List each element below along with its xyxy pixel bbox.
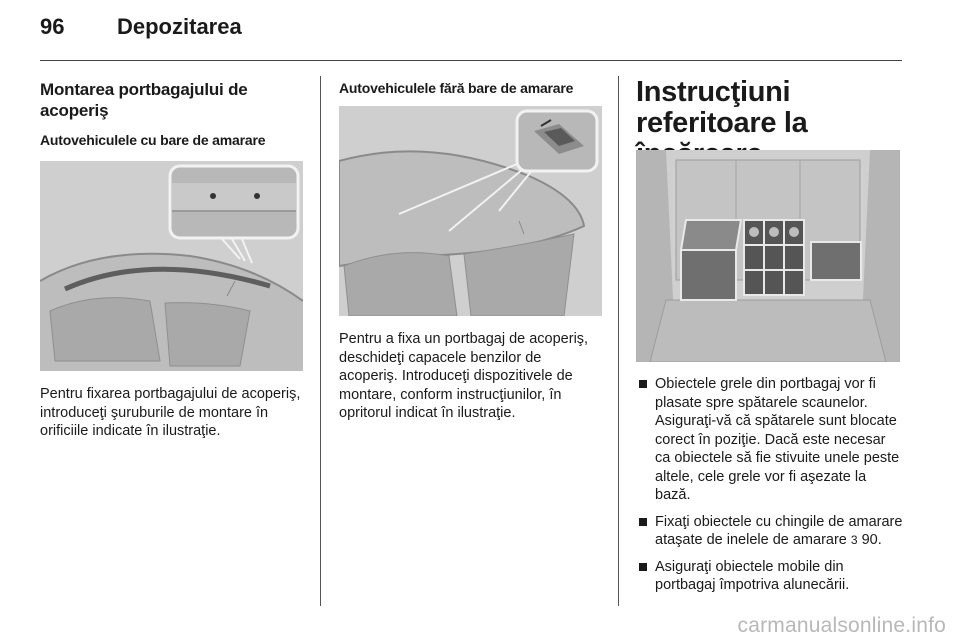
column-divider: [320, 76, 321, 606]
list-item: Fixaţi obiectele cu chingile de amarare ataşate de inelele de amarare 3 90.: [636, 513, 904, 550]
subsection-heading: Autovehiculele cu bare de amarare: [40, 132, 266, 148]
watermark: carmanualsonline.info: [737, 614, 946, 637]
page-title: Depozitarea: [117, 14, 242, 39]
roof-car-illustration: [339, 106, 602, 316]
cross-reference-link[interactable]: 90.: [861, 532, 882, 548]
cross-reference-icon: 3: [850, 533, 858, 547]
section-heading: Instrucţiuni referitoare la: [636, 76, 808, 139]
column-divider: [618, 76, 619, 606]
page-number: 96: [40, 14, 65, 39]
subsection-heading: Autovehiculele fără bare de amarare: [339, 80, 574, 96]
body-paragraph: Pentru a fixa un portbagaj de acoperiş, deschideţi capacele benzilor de acoperiş. Introduceţi dispozitivele de montare, conform instrucţiunilor, în opritorul indicat în ilustraţie.: [339, 331, 589, 421]
list-item: Asiguraţi obiectele mobile din portbagaj împotriva alunecării.: [636, 558, 904, 595]
boot-cargo-illustration: [636, 150, 900, 362]
bullet-list: [636, 375, 904, 603]
roof-rails-car-illustration: [40, 161, 303, 371]
list-item: Obiectele grele din portbagaj vor fi plasate spre spătarele scaunelor. Asiguraţi-vă că spătarele sunt blocate corect în poziţie. Dacă este necesar ca obiectele să fie stivuite unele peste altele, cele grele vor fi aşezate la bază.: [636, 375, 904, 505]
section-heading: Montarea portbagajului de acoperiş: [40, 80, 248, 120]
body-paragraph: Pentru fixarea portbagajului de acoperiş, introduceţi şuruburile de montare în orificiile indicate în ilustraţie.: [40, 386, 301, 439]
header-divider: [40, 60, 902, 61]
